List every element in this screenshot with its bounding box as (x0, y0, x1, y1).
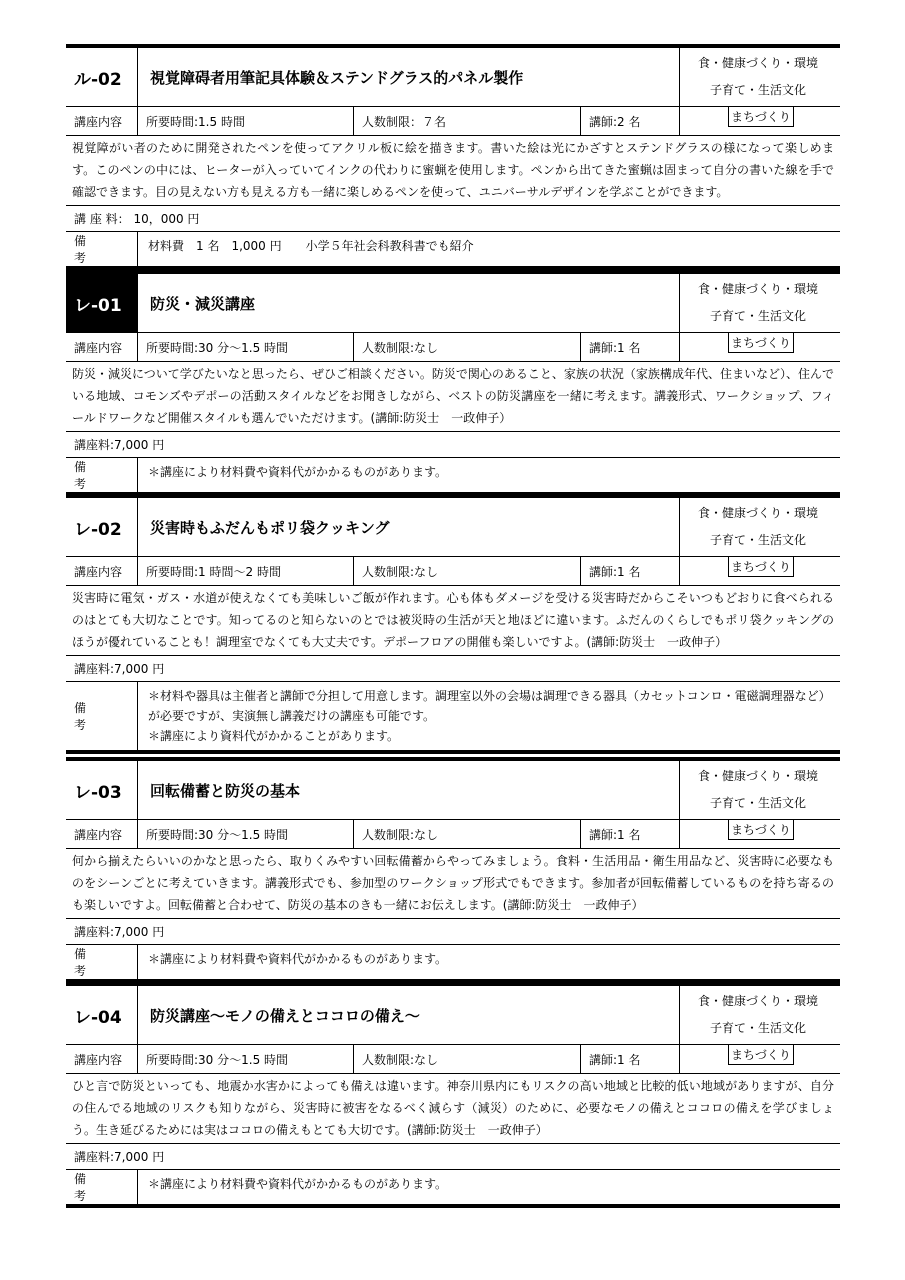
course-description: 災害時に電気・ガス・水道が使えなくても美味しいご飯が作れます。心も体もダメージを受ける災害時だからこそいつもどおりに食べられるのはとても大切なことです。知ってるのと知らないのとでは被災時の生活が天と地ほどに違います。ふだんのくらしでもポリ袋クッキングのほうが優れていることも！調理室でなくても大丈夫です。デポーフロアの開催も楽しいですよ。(講師:防災士 一政伸子） (66, 586, 840, 656)
tag-line-2: 子育て・生活文化 (710, 533, 807, 547)
tag-line-1: 食・健康づくり・環境 (698, 282, 819, 296)
tag-line-3: まちづくり (728, 106, 794, 127)
course-card (66, 270, 840, 496)
capacity: 人数制限:なし (354, 820, 581, 848)
notes-label: 備 考 (66, 1170, 138, 1204)
course-description: 視覚障がい者のために開発されたペンを使ってアクリル板に絵を描きます。書いた絵は光にかざすとステンドグラスの様になって楽しめます。このペンの中には、ヒーターが入っていてインクの代わりに蜜蝋を使用します。ペンから出てきた蜜蝋は固まって自分の書いた線を手で確認できます。目の見えない方も見える方も一緒に楽しめるペンを使って、ユニバーサルデザインを学ぶことができます。 (66, 136, 840, 206)
course-card (66, 44, 840, 270)
tag-line-3: まちづくり (728, 1044, 794, 1065)
capacity: 人数制限:なし (354, 1045, 581, 1073)
course-fee: 講座料:7,000 円 (66, 432, 840, 458)
lecturer-count: 講師:1 名 (581, 557, 680, 585)
notes-row (66, 232, 840, 266)
notes-value: ＊講座により材料費や資料代がかかるものがあります。 (148, 465, 448, 479)
course-title: 回転備蓄と防災の基本 (138, 761, 680, 819)
notes-value: 材料費 1 名 1,000 円 小学５年社会科教科書でも紹介 (148, 239, 474, 253)
notes-label: 備 考 (66, 232, 138, 266)
duration: 所要時間:30 分～1.5 時間 (138, 333, 354, 361)
course-fee: 講座料:7,000 円 (66, 656, 840, 682)
notes-row (66, 682, 840, 750)
course-code: レ-03 (66, 761, 138, 819)
tag-line-1: 食・健康づくり・環境 (698, 994, 819, 1008)
course-code: レ-01 (66, 274, 138, 332)
duration: 所要時間:1.5 時間 (138, 107, 354, 135)
course-title: 災害時もふだんもポリ袋クッキング (138, 498, 680, 556)
course-content-label: 講座内容 (66, 333, 138, 361)
tag-line-1: 食・健康づくり・環境 (698, 56, 819, 70)
tag-line-3: まちづくり (728, 819, 794, 840)
tag-line-2: 子育て・生活文化 (710, 1021, 807, 1035)
course-code: ル-02 (66, 48, 138, 106)
course-title: 視覚障碍者用筆記具体験＆ステンドグラス的パネル製作 (138, 48, 680, 106)
tag-cell (680, 1045, 840, 1073)
tag-cell (680, 107, 840, 135)
tag-line-2: 子育て・生活文化 (710, 83, 807, 97)
course-content-label: 講座内容 (66, 820, 138, 848)
notes-label: 備 考 (66, 458, 138, 492)
course-code: レ-02 (66, 498, 138, 556)
tag-line-3: まちづくり (728, 332, 794, 353)
duration: 所要時間:30 分～1.5 時間 (138, 820, 354, 848)
course-card (66, 494, 840, 754)
notes-row (66, 458, 840, 492)
notes-row (66, 1170, 840, 1204)
course-description: 防災・減災について学びたいなと思ったら、ぜひご相談ください。防災で関心のあること、家族の状況（家族構成年代、住まいなど）、住んでいる地域、コモンズやデポーの活動スタイルなどをお聞きしながら、ベストの防災講座を一緒に考えます。講義形式、ワークショップ、フィールドワークなど開催スタイルも選んでいただけます。(講師:防災士 一政伸子） (66, 362, 840, 432)
course-content-label: 講座内容 (66, 107, 138, 135)
tag-line-1: 食・健康づくり・環境 (698, 769, 819, 783)
notes-row (66, 945, 840, 979)
tag-line-2: 子育て・生活文化 (710, 796, 807, 810)
category-tags (680, 48, 840, 106)
duration: 所要時間:1 時間～2 時間 (138, 557, 354, 585)
category-tags (680, 761, 840, 819)
course-content-label: 講座内容 (66, 1045, 138, 1073)
tag-cell (680, 333, 840, 361)
capacity: 人数制限:なし (354, 557, 581, 585)
lecturer-count: 講師:2 名 (581, 107, 680, 135)
notes-label: 備 考 (66, 682, 138, 750)
notes-label: 備 考 (66, 945, 138, 979)
tag-cell (680, 557, 840, 585)
course-code: レ-04 (66, 986, 138, 1044)
tag-cell (680, 820, 840, 848)
course-description: 何から揃えたらいいのかなと思ったら、取りくみやすい回転備蓄からやってみましょう。食料・生活用品・衛生用品など、災害時に必要なものをシーンごとに考えていきます。講義形式でも、参加型のワークショップ形式でもできます。参加者が回転備蓄しているものを持ち寄るのも楽しいですよ。回転備蓄と合わせて、防災の基本のきも一緒にお伝えします。(講師:防災士 一政伸子） (66, 849, 840, 919)
category-tags (680, 274, 840, 332)
course-fee: 講座料:7,000 円 (66, 919, 840, 945)
course-content-label: 講座内容 (66, 557, 138, 585)
tag-line-1: 食・健康づくり・環境 (698, 506, 819, 520)
course-title: 防災・減災講座 (138, 274, 680, 332)
category-tags (680, 986, 840, 1044)
course-card (66, 982, 840, 1208)
course-fee: 講座料:7,000 円 (66, 1144, 840, 1170)
tag-line-2: 子育て・生活文化 (710, 309, 807, 323)
capacity: 人数制限：７名 (354, 107, 581, 135)
tag-line-3: まちづくり (728, 556, 794, 577)
course-title: 防災講座～モノの備えとココロの備え～ (138, 986, 680, 1044)
category-tags (680, 498, 840, 556)
notes-value: ＊材料や器具は主催者と講師で分担して用意します。調理室以外の会場は調理できる器具（カセットコンロ・電磁調理器など）が必要ですが、実演無し講義だけの講座も可能です。 ＊講座により資料代がかかることがあります。 (148, 689, 825, 743)
notes-value: ＊講座により材料費や資料代がかかるものがあります。 (148, 952, 448, 966)
lecturer-count: 講師:1 名 (581, 333, 680, 361)
lecturer-count: 講師:1 名 (581, 820, 680, 848)
course-card (66, 757, 840, 983)
duration: 所要時間:30 分～1.5 時間 (138, 1045, 354, 1073)
course-description: ひと言で防災といっても、地震か水害かによっても備えは違います。神奈川県内にもリスクの高い地域と比較的低い地域がありますが、自分の住んでる地域のリスクも知りながら、災害時に被害をなるべく減らす（減災）のために、必要なモノの備えとココロの備えを学びましょう。生き延びるためには実はココロの備えもとても大切です。(講師:防災士 一政伸子） (66, 1074, 840, 1144)
notes-value: ＊講座により材料費や資料代がかかるものがあります。 (148, 1177, 448, 1191)
lecturer-count: 講師:1 名 (581, 1045, 680, 1073)
capacity: 人数制限:なし (354, 333, 581, 361)
course-fee: 講 座 料： 10，000 円 (66, 206, 840, 232)
